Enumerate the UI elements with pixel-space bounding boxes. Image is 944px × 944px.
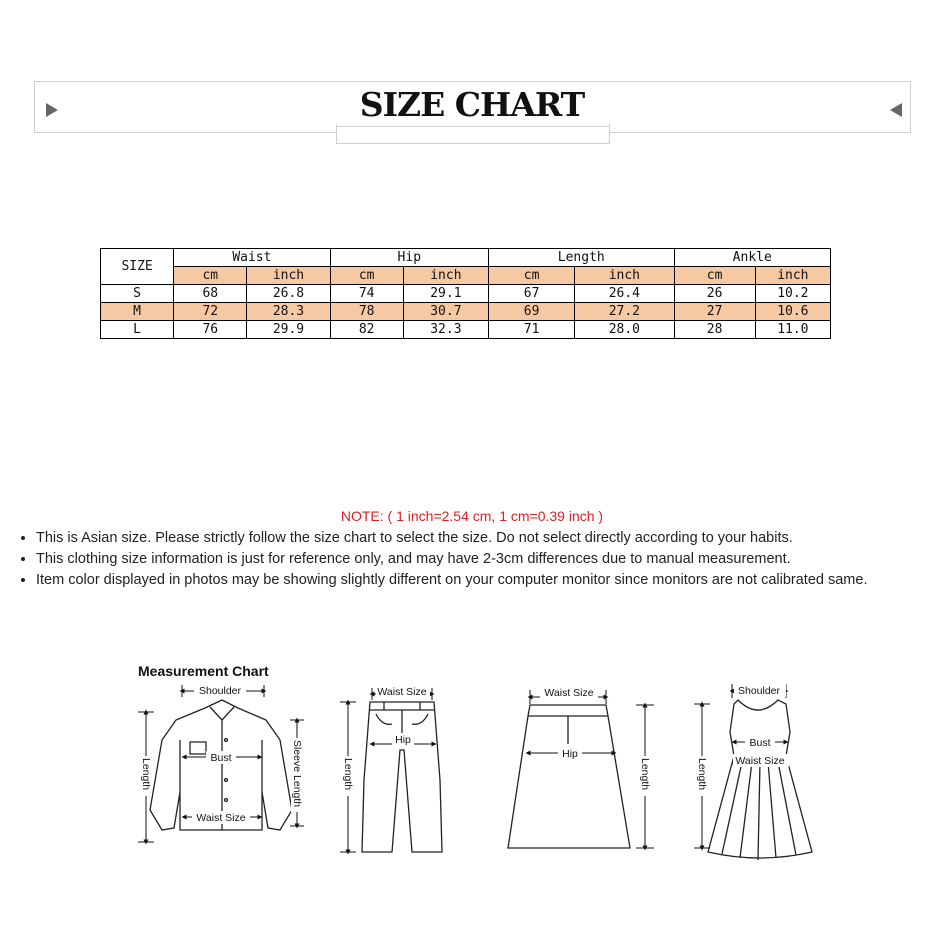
size-cell: M [101, 303, 174, 321]
unit-inch: inch [403, 267, 488, 285]
value-cell: 11.0 [755, 321, 830, 339]
dress-bust-label: Bust [749, 737, 771, 749]
shirt-figure [150, 700, 292, 830]
shirt-shoulder-label: Shoulder [198, 685, 242, 697]
unit-cm: cm [674, 267, 755, 285]
value-cell: 74 [330, 285, 403, 303]
value-cell: 28 [674, 321, 755, 339]
list-item: • Item color displayed in photos may be showing slightly different on your computer monitor since monitors are not calibrated same. [36, 570, 944, 591]
unit-inch: inch [755, 267, 830, 285]
pants-hip-label: Hip [395, 734, 411, 746]
skirt-measure-lines [528, 690, 654, 848]
table-row [101, 321, 831, 339]
group-header-waist: Waist [174, 249, 330, 267]
value-cell: 26 [674, 285, 755, 303]
table-row [101, 285, 831, 303]
unit-cm: cm [330, 267, 403, 285]
value-cell: 29.9 [247, 321, 330, 339]
value-cell: 82 [330, 321, 403, 339]
skirt-length-label: Length [639, 758, 651, 791]
value-cell: 28.0 [575, 321, 674, 339]
page-title: SIZE CHART [359, 85, 585, 124]
skirt-figure [508, 705, 630, 848]
table-row [101, 303, 831, 321]
value-cell: 32.3 [403, 321, 488, 339]
shirt-waist-label: Waist Size [196, 812, 246, 824]
measurement-chart-title: Measurement Chart [138, 663, 269, 679]
group-header-ankle: Ankle [674, 249, 831, 267]
dress-waist-label: Waist Size [735, 755, 785, 767]
unit-inch: inch [247, 267, 330, 285]
value-cell: 28.3 [247, 303, 330, 321]
value-cell: 26.8 [247, 285, 330, 303]
shirt-sleeve-label: Sleeve Length [291, 740, 303, 808]
size-cell: L [101, 321, 174, 339]
value-cell: 27 [674, 303, 755, 321]
value-cell: 68 [174, 285, 247, 303]
size-cell: S [101, 285, 174, 303]
pants-length-label: Length [342, 758, 354, 791]
value-cell: 10.6 [755, 303, 830, 321]
skirt-hip-label: Hip [562, 748, 578, 760]
value-cell: 69 [489, 303, 575, 321]
value-cell: 27.2 [575, 303, 674, 321]
dress-length-label: Length [696, 758, 708, 791]
unit-cm: cm [174, 267, 247, 285]
notes-list [20, 528, 944, 591]
size-table [100, 248, 831, 339]
skirt-waist-label: Waist Size [544, 687, 594, 699]
value-cell: 76 [174, 321, 247, 339]
value-cell: 10.2 [755, 285, 830, 303]
value-cell: 30.7 [403, 303, 488, 321]
unit-cm: cm [489, 267, 575, 285]
value-cell: 26.4 [575, 285, 674, 303]
pants-waist-label: Waist Size [377, 686, 427, 698]
unit-inch: inch [575, 267, 674, 285]
value-cell: 29.1 [403, 285, 488, 303]
value-cell: 71 [489, 321, 575, 339]
group-header-hip: Hip [330, 249, 488, 267]
dress-shoulder-label: Shoulder [737, 685, 781, 697]
conversion-note: NOTE: ( 1 inch=2.54 cm, 1 cm=0.39 inch ) [340, 508, 604, 524]
measurement-figures [0, 680, 944, 880]
shirt-bust-label: Bust [210, 752, 232, 764]
banner-tab [336, 124, 610, 144]
value-cell: 67 [489, 285, 575, 303]
pants-figure [362, 702, 442, 852]
dress-figure [708, 700, 812, 860]
list-item: • This is Asian size. Please strictly follow the size chart to select the size. Do not select directly according to your habits. [36, 528, 944, 549]
shirt-length-label: Length [140, 758, 152, 791]
size-header: SIZE [101, 249, 174, 285]
value-cell: 72 [174, 303, 247, 321]
value-cell: 78 [330, 303, 403, 321]
list-item: • This clothing size information is just for reference only, and may have 2-3cm differences due to manual measurement. [36, 549, 944, 570]
group-header-length: Length [489, 249, 675, 267]
